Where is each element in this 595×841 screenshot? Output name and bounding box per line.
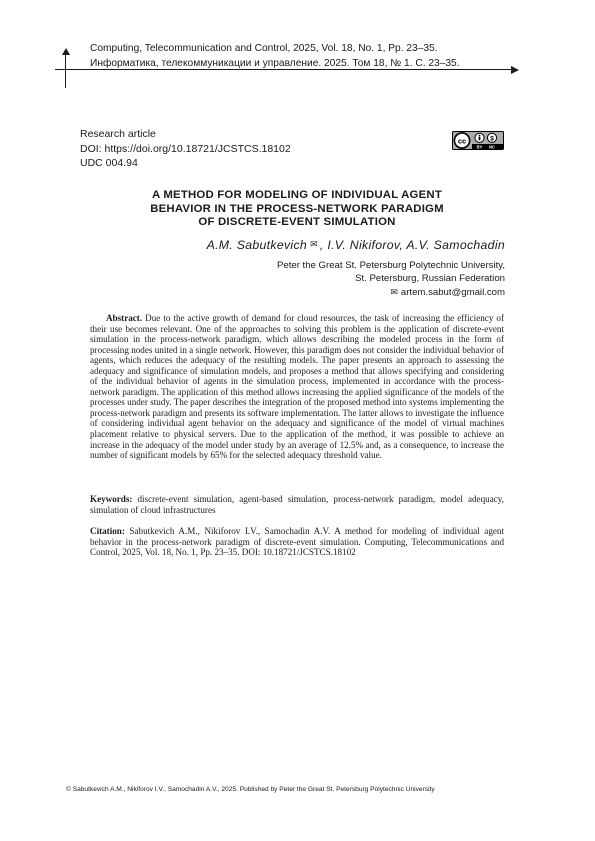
title-line-2: BEHAVIOR IN THE PROCESS-NETWORK PARADIGM: [150, 202, 444, 215]
header-vertical-rule: [65, 52, 66, 88]
citation-label: Citation:: [90, 526, 125, 536]
cc-icon: cc: [457, 136, 467, 146]
by-label: BY: [476, 144, 483, 150]
keywords-label: Keywords:: [90, 494, 133, 504]
keywords: [90, 494, 504, 515]
article-doi: DOI: https://doi.org/10.18721/JCSTCS.18102: [80, 142, 291, 155]
abstract: [90, 313, 504, 461]
mail-icon: ✉: [310, 239, 318, 249]
citation-text: Sabutkevich A.M., Nikiforov I.V., Samochadin A.V. A method for modeling of individual agent behavior in the process-network paradigm of discrete-event simulation. Computing, Telecommunications and Control, 2025, Vol. 18, No. 1, Pp. 23–35. DOI: 10.18721/JCSTCS.18102: [90, 526, 504, 558]
title-line-1: A METHOD FOR MODELING OF INDIVIDUAL AGENT: [151, 189, 442, 201]
copyright-footer: © Sabutkevich A.M., Nikiforov I.V., Samochadin A.V., 2025. Published by Peter the Great St. Petersburg Polytechnic University: [66, 786, 435, 793]
affiliation-line-2: St. Petersburg, Russian Federation: [355, 272, 505, 284]
article-title: [80, 189, 514, 230]
author-others: , I.V. Nikiforov, A.V. Samochadin: [319, 238, 505, 252]
abstract-text: Due to the active growth of demand for cloud resources, the task of increasing the efficiency of their use becomes relevant. One of the approaches to solving this problem is the application of discrete-event simulation in the process-network paradigm, which allows describing the modeled process in the form of processing nodes united in a single network. However, this paradigm does not consider the individual behavior of agents, which reduces the adequacy of the resulting models. The paper presents an approach to assessing the adequacy and significance of simulation models, and proposes a method that allows specifying and considering of the individual behavior of agents in the simulation process, implemented in accordance with the process-network paradigm. The application of this method allows increasing the applied significance of the models of the processes under study. The paper describes the integration of the proposed method into systems implementing the process-network paradigm and presents its software implementation. The latter allows to investigate the influence of considering individual agent behavior on the adequacy and significance of the model of virtual machines placement relative to physical servers. Due to the application of the method, it was possible to achieve an increase in the adequacy of the model under study by an average of 12.5% and, as a consequence, to increase the number of significant models by 65% for the selected adequacy threshold value.: [90, 313, 504, 461]
article-udc: UDC 004.94: [80, 157, 138, 169]
journal-line-russian: Информатика, телекоммуникации и управление. 2025. Том 18, № 1. С. 23–35.: [90, 57, 460, 69]
email-address[interactable]: artem.sabut@gmail.com: [400, 287, 505, 298]
title-line-3: OF DISCRETE-EVENT SIMULATION: [198, 216, 396, 228]
article-type: Research article: [80, 128, 156, 140]
article-meta: [80, 127, 291, 171]
author-list: [207, 238, 505, 252]
arrow-up-icon: [62, 48, 70, 55]
journal-header: [90, 42, 460, 71]
keywords-text: discrete-event simulation, agent-based simulation, process-network paradigm, model adequacy, simulation of cloud infrastructures: [90, 494, 504, 515]
affiliation: [277, 260, 505, 285]
author-corresponding: A.M. Sabutkevich: [206, 238, 308, 252]
citation: [90, 526, 504, 558]
header-horizontal-rule: [55, 69, 513, 70]
affiliation-line-1: Peter the Great St. Petersburg Polytechnic University,: [276, 260, 505, 271]
envelope-icon: ✉: [390, 287, 398, 297]
arrow-right-icon: [511, 66, 519, 74]
svg-text:$: $: [490, 135, 494, 143]
journal-line-english: Computing, Telecommunication and Control, 2025, Vol. 18, No. 1, Pp. 23–35.: [90, 43, 438, 54]
contact-email: [390, 287, 505, 298]
cc-license-badge: [452, 131, 504, 150]
nc-label: NC: [488, 144, 496, 150]
abstract-label: Abstract.: [106, 313, 143, 323]
